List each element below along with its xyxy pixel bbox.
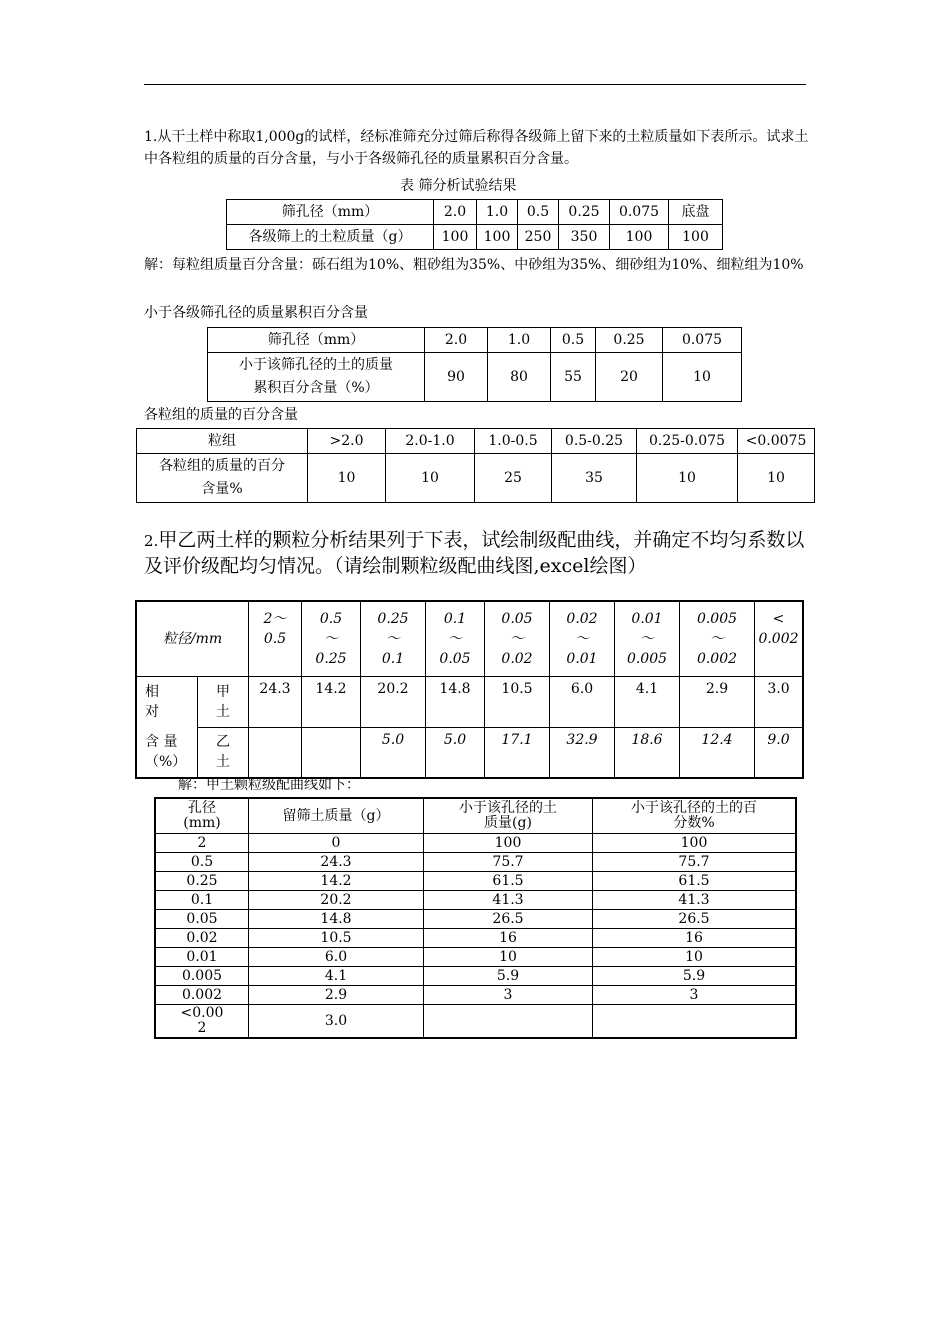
table-row	[155, 929, 796, 948]
table-cell: 20	[596, 353, 663, 402]
table-cell: 0.05	[155, 910, 249, 929]
table-cell: 10	[308, 454, 386, 503]
table-cell	[137, 454, 308, 503]
table-cell: 3.0	[755, 677, 804, 728]
table-cell: 75.7	[593, 853, 797, 872]
table-cell: 0.25	[155, 872, 249, 891]
table-cell: 2.0	[425, 328, 488, 353]
table-cell: 10.5	[249, 929, 424, 948]
table-cell: 0.02	[155, 929, 249, 948]
table-cell	[302, 727, 361, 778]
table-cell: 100	[669, 225, 723, 250]
table-cell: 16	[424, 929, 593, 948]
cell-line: 0.02	[566, 611, 598, 627]
q2-number: 2.	[144, 532, 159, 550]
table-cell	[249, 727, 302, 778]
table-cell: 4.1	[249, 967, 424, 986]
table-row	[155, 967, 796, 986]
cell-line: 含量%	[201, 481, 243, 497]
table-cell: 100	[593, 834, 797, 853]
table-cell	[361, 601, 426, 677]
table-cell: 17.1	[485, 727, 550, 778]
table-cell: 2.9	[680, 677, 755, 728]
table-row	[155, 910, 796, 929]
table-cell: 25	[475, 454, 552, 503]
table-row	[155, 1005, 796, 1039]
table-cell: 10	[738, 454, 815, 503]
cell-line: 0.1	[381, 651, 405, 667]
table-cell: 0.075	[663, 328, 742, 353]
table-row	[155, 948, 796, 967]
cell-line: 0.005	[696, 611, 738, 627]
table-cell: 5.9	[593, 967, 797, 986]
table-cell: 41.3	[424, 891, 593, 910]
table-cell: 2	[155, 834, 249, 853]
table-cell: 100	[434, 225, 477, 250]
table-row	[227, 225, 723, 250]
table-cell	[249, 601, 302, 677]
table-cell: 0.25-0.075	[637, 429, 738, 454]
q1-cum-title: 小于各级筛孔径的质量累积百分含量	[144, 305, 368, 321]
table-cell: 100	[477, 225, 518, 250]
table-cell: 6.0	[550, 677, 615, 728]
table-row	[208, 353, 742, 402]
table-row	[137, 454, 815, 503]
cell-line: 孔径	[188, 800, 216, 816]
table-cell: 2.9	[249, 986, 424, 1005]
table-cell	[424, 1005, 593, 1039]
cell-line: 质量(g)	[484, 815, 532, 831]
table-row	[155, 798, 796, 834]
cell-line: 各粒组的质量的百分	[159, 458, 285, 474]
table-cell: 筛孔径（mm）	[208, 328, 425, 353]
table-cell: 14.8	[249, 910, 424, 929]
cell-line	[249, 649, 301, 669]
table-cell: 0.01	[155, 948, 249, 967]
cell-line: 0.1	[443, 611, 467, 627]
grading-result-table	[154, 797, 797, 1039]
table-cell: 0.5-0.25	[552, 429, 637, 454]
cell-line: 甲	[216, 683, 230, 700]
table-cell: 0.5	[155, 853, 249, 872]
table-cell: 90	[425, 353, 488, 402]
group-table	[136, 428, 815, 503]
cell-line: <	[772, 611, 785, 627]
cell-line: 乙	[216, 734, 230, 751]
table-cell: 75.7	[424, 853, 593, 872]
table-cell: 1.0-0.5	[475, 429, 552, 454]
table-cell: 6.0	[249, 948, 424, 967]
cell-line: (mm)	[183, 815, 221, 831]
cell-line: 含 量	[145, 734, 178, 750]
table-cell	[208, 353, 425, 402]
cell-line: ～	[324, 631, 338, 647]
table-cell: 26.5	[424, 910, 593, 929]
cell-line: ～	[386, 631, 400, 647]
table-cell	[302, 601, 361, 677]
table-cell	[426, 601, 485, 677]
table-cell	[424, 798, 593, 834]
cell-line: 0.25	[377, 611, 409, 627]
table-cell: 粒径/mm	[136, 601, 249, 677]
table-row	[208, 328, 742, 353]
table-cell: 250	[518, 225, 559, 250]
table-cell: 3.0	[249, 1005, 424, 1039]
table-cell: 350	[559, 225, 610, 250]
table-cell: 0.1	[155, 891, 249, 910]
cell-line: 0.05	[439, 651, 471, 667]
q1-table-title: 表 筛分析试验结果	[400, 178, 517, 194]
cell-line: 2～	[263, 611, 287, 627]
table-row	[155, 986, 796, 1005]
table-cell: 底盘	[669, 200, 723, 225]
header-rule	[144, 84, 806, 85]
table-cell: 各级筛上的土粒质量（g）	[227, 225, 434, 250]
table-cell	[136, 677, 198, 728]
table-cell: 80	[488, 353, 551, 402]
table-cell: 16	[593, 929, 797, 948]
table-cell: 0	[249, 834, 424, 853]
q1-group-title: 各粒组的质量的百分含量	[144, 407, 298, 423]
table-cell: <0.0075	[738, 429, 815, 454]
table-cell: 0.25	[559, 200, 610, 225]
table-cell: 10	[424, 948, 593, 967]
table-row	[136, 677, 803, 728]
cell-line: ～	[448, 631, 462, 647]
cell-line: 土	[216, 703, 230, 720]
table-cell: 14.8	[426, 677, 485, 728]
table-row	[155, 853, 796, 872]
table-cell: 61.5	[424, 872, 593, 891]
table-cell: 10	[593, 948, 797, 967]
cell-line: 土	[216, 754, 230, 771]
table-row	[155, 834, 796, 853]
q2-solution: 解：甲土颗粒级配曲线如下：	[178, 777, 360, 793]
cell-line: 分数%	[673, 815, 715, 831]
table-cell	[155, 1005, 249, 1039]
q2-text	[144, 528, 814, 579]
table-row	[155, 891, 796, 910]
table-cell: 10	[637, 454, 738, 503]
table-cell: 26.5	[593, 910, 797, 929]
table-cell: 2.0	[434, 200, 477, 225]
table-cell: >2.0	[308, 429, 386, 454]
cell-line: 小于该孔径的土	[459, 800, 557, 816]
table-cell: 0.25	[596, 328, 663, 353]
table-cell: 0.075	[610, 200, 669, 225]
table-cell: 0.5	[551, 328, 596, 353]
table-cell: 5.0	[361, 727, 426, 778]
table-row	[136, 601, 803, 677]
cell-line: ～	[575, 631, 589, 647]
table-cell: 粒组	[137, 429, 308, 454]
cell-line: ～	[510, 631, 524, 647]
particle-analysis-table	[135, 600, 804, 779]
cell-line: 0.01	[566, 651, 598, 667]
table-cell: 0.002	[155, 986, 249, 1005]
cell-line: 相	[145, 684, 159, 700]
cell-line: 累积百分含量（%）	[253, 380, 379, 396]
table-cell: 2.0-1.0	[386, 429, 475, 454]
table-cell: 14.2	[249, 872, 424, 891]
table-cell: 1.0	[477, 200, 518, 225]
cell-line: <0.00	[180, 1005, 224, 1021]
table-cell	[485, 601, 550, 677]
table-cell	[593, 1005, 797, 1039]
q2-body: 甲乙两土样的颗粒分析结果列于下表，试绘制级配曲线，并确定不均匀系数以及评价级配均匀情况。（请绘制颗粒级配曲线图,excel绘图）	[144, 529, 805, 577]
table-cell: 10.5	[485, 677, 550, 728]
table-cell: 4.1	[615, 677, 680, 728]
table-cell: 20.2	[249, 891, 424, 910]
cell-line: 0.002	[696, 651, 738, 667]
table-cell	[680, 601, 755, 677]
table-row	[155, 872, 796, 891]
table-row	[136, 727, 803, 778]
table-cell: 14.2	[302, 677, 361, 728]
table-cell	[593, 798, 797, 834]
table-cell	[755, 601, 804, 677]
table-cell: 24.3	[249, 853, 424, 872]
cell-line: 0.005	[626, 651, 668, 667]
cell-line: 小于该孔径的土的百	[631, 800, 757, 816]
cell-line: 0.5	[263, 631, 287, 647]
table-cell: 100	[424, 834, 593, 853]
table-cell	[550, 601, 615, 677]
cell-line: 0.02	[501, 651, 533, 667]
table-cell: 筛孔径（mm）	[227, 200, 434, 225]
table-cell	[155, 798, 249, 834]
cell-line: 0.01	[631, 611, 663, 627]
table-cell: 18.6	[615, 727, 680, 778]
cell-line	[755, 649, 802, 669]
cell-line: ～	[640, 631, 654, 647]
table-cell	[615, 601, 680, 677]
table-cell: 9.0	[755, 727, 804, 778]
table-cell: 0.005	[155, 967, 249, 986]
cell-line: ～	[710, 631, 724, 647]
q1-solution: 解：每粒组质量百分含量：砾石组为10%、粗砂组为35%、中砂组为35%、细砂组为10%、细粒组为10%	[144, 257, 804, 273]
table-row	[137, 429, 815, 454]
table-cell	[136, 727, 198, 778]
cell-line: 0.002	[758, 631, 799, 647]
table-cell: 0.5	[518, 200, 559, 225]
sieve-result-table	[226, 199, 723, 250]
table-cell: 41.3	[593, 891, 797, 910]
table-cell: 24.3	[249, 677, 302, 728]
table-cell: 55	[551, 353, 596, 402]
cell-line: 小于该筛孔径的土的质量	[239, 357, 393, 373]
table-cell: 35	[552, 454, 637, 503]
table-cell: 20.2	[361, 677, 426, 728]
cell-line: 对	[145, 704, 159, 720]
cell-line: 0.25	[315, 651, 347, 667]
table-cell: 10	[663, 353, 742, 402]
cell-line: 0.5	[319, 611, 343, 627]
q1-text: 1.从干土样中称取1,000g的试样，经标准筛充分过筛后称得各级筛上留下来的土粒质量如下表所示。试求土中各粒组的质量的百分含量，与小于各级筛孔径的质量累积百分含量。	[144, 129, 809, 167]
table-cell: 5.0	[426, 727, 485, 778]
cumulative-table	[207, 327, 742, 402]
table-cell: 10	[386, 454, 475, 503]
table-cell: 12.4	[680, 727, 755, 778]
cell-line: 2	[197, 1020, 207, 1036]
table-cell: 32.9	[550, 727, 615, 778]
table-cell: 100	[610, 225, 669, 250]
cell-line: （%）	[145, 754, 187, 770]
table-row	[227, 200, 723, 225]
table-cell	[198, 677, 249, 728]
table-cell	[198, 727, 249, 778]
table-cell: 3	[593, 986, 797, 1005]
table-cell: 留筛土质量（g）	[249, 798, 424, 834]
table-cell: 5.9	[424, 967, 593, 986]
table-cell: 1.0	[488, 328, 551, 353]
table-cell: 61.5	[593, 872, 797, 891]
table-cell: 3	[424, 986, 593, 1005]
cell-line: 0.05	[501, 611, 533, 627]
